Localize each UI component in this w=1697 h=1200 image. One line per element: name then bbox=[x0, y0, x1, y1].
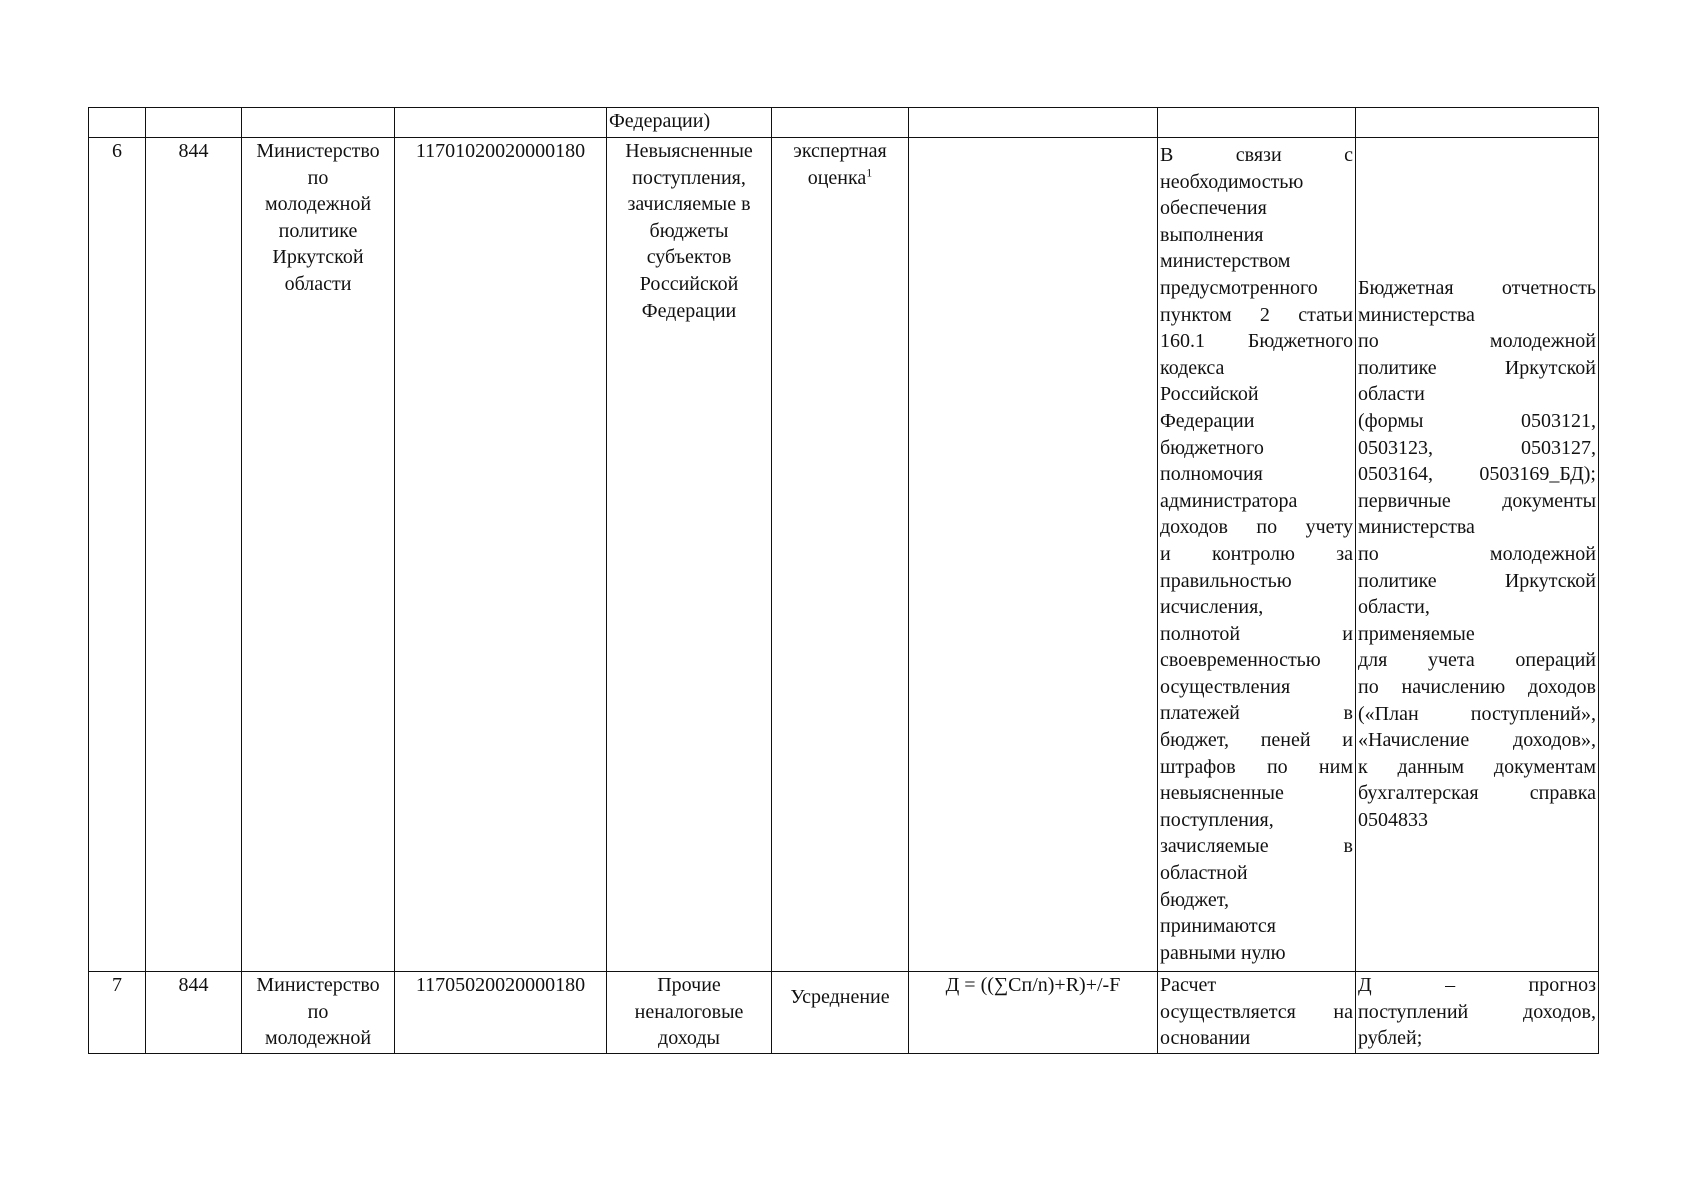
algo-line: предусмотренного bbox=[1160, 276, 1318, 299]
source-line: к данным документам bbox=[1358, 755, 1596, 778]
algo-line: полномочия bbox=[1160, 463, 1263, 486]
source-line: министерства bbox=[1358, 516, 1475, 539]
algo-line: поступления, bbox=[1160, 808, 1274, 831]
budget-classification-code: 11705020020000180 bbox=[395, 972, 607, 1054]
algo-line: Российской bbox=[1160, 383, 1259, 406]
source-line: применяемые bbox=[1358, 622, 1475, 645]
algo-line: В связи с bbox=[1160, 144, 1353, 166]
org-line: Министерство bbox=[256, 974, 380, 996]
name-line: Федерации bbox=[641, 299, 737, 322]
source-line: 0503123, 0503127, bbox=[1358, 436, 1596, 459]
row-number: 7 bbox=[89, 972, 146, 1054]
admin-code: 844 bbox=[146, 972, 242, 1054]
table-row-7 bbox=[89, 972, 1599, 1054]
cell-name: Федерации) bbox=[607, 108, 772, 138]
method-word: оценка bbox=[807, 166, 867, 189]
name-line: доходы bbox=[658, 1027, 720, 1050]
admin-code: 844 bbox=[146, 138, 242, 972]
org-line: по bbox=[307, 166, 329, 189]
table-row-6 bbox=[89, 138, 1599, 972]
budget-classification-code: 11701020020000180 bbox=[395, 138, 607, 972]
revenue-name bbox=[607, 138, 772, 972]
org-line: политике bbox=[278, 219, 358, 242]
org-line: области bbox=[284, 272, 352, 295]
algo-line: бюджет, bbox=[1160, 888, 1229, 911]
cell-org bbox=[242, 108, 395, 138]
org-line: по bbox=[307, 1000, 329, 1023]
name-line: зачисляемые в bbox=[627, 193, 751, 216]
source-line: (формы 0503121, bbox=[1358, 409, 1596, 432]
org-line: Иркутской bbox=[272, 246, 364, 269]
cell-formula bbox=[909, 108, 1158, 138]
name-line: Прочие bbox=[657, 974, 721, 996]
source-line: Бюджетная отчетность bbox=[1358, 277, 1596, 299]
algo-line: 160.1 Бюджетного bbox=[1160, 330, 1353, 353]
source-line: «Начисление доходов», bbox=[1358, 729, 1596, 752]
algo-line: своевременностью bbox=[1160, 649, 1321, 672]
data-source bbox=[1356, 972, 1599, 1054]
cell-num bbox=[89, 108, 146, 138]
algo-line: пунктом 2 статьи bbox=[1160, 303, 1353, 326]
algo-line: областной bbox=[1160, 862, 1248, 885]
org-line: Министерство bbox=[256, 140, 380, 162]
source-line: для учета операций bbox=[1358, 649, 1596, 672]
algo-line: министерством bbox=[1160, 250, 1291, 273]
cell-kbk bbox=[395, 108, 607, 138]
name-line: поступления, bbox=[632, 166, 746, 189]
method-text-2 bbox=[774, 165, 906, 192]
source-line: области bbox=[1358, 383, 1425, 406]
org-line: молодежной bbox=[264, 1027, 372, 1050]
data-source bbox=[1356, 138, 1599, 972]
method-text: экспертная bbox=[793, 140, 887, 162]
algo-line: полнотой и bbox=[1160, 622, 1353, 645]
algo-line: кодекса bbox=[1160, 356, 1225, 379]
name-line: Невыясненные bbox=[625, 140, 753, 162]
row-number: 6 bbox=[89, 138, 146, 972]
algo-line: штрафов по ним bbox=[1160, 755, 1353, 778]
algo-line: осуществления bbox=[1160, 675, 1291, 698]
algo-line: платежей в bbox=[1160, 702, 1353, 725]
name-line: неналоговые bbox=[634, 1000, 744, 1023]
cell-source bbox=[1356, 108, 1599, 138]
administrator-name bbox=[242, 972, 395, 1054]
source-line: бухгалтерская справка bbox=[1358, 782, 1596, 805]
source-line: по начислению доходов bbox=[1358, 675, 1596, 698]
cell-code bbox=[146, 108, 242, 138]
revenue-forecast-table bbox=[88, 107, 1599, 1054]
source-line: по молодежной bbox=[1358, 542, 1596, 565]
algo-line: бюджет, пеней и bbox=[1160, 729, 1353, 752]
algo-line: исчисления, bbox=[1160, 596, 1264, 619]
calculation-method: Усреднение bbox=[772, 972, 909, 1054]
org-line: молодежной bbox=[264, 193, 372, 216]
algo-line: невыясненные bbox=[1160, 782, 1284, 805]
source-line: министерства bbox=[1358, 303, 1475, 326]
table-row-continuation bbox=[89, 108, 1599, 138]
calculation-method bbox=[772, 138, 909, 972]
algo-line: правильностью bbox=[1160, 569, 1292, 592]
calculation-algorithm bbox=[1158, 138, 1356, 972]
source-line: первичные документы bbox=[1358, 489, 1596, 512]
algo-line: Расчет bbox=[1160, 974, 1217, 996]
algo-line: администратора bbox=[1160, 489, 1298, 512]
revenue-name bbox=[607, 972, 772, 1054]
algo-line: принимаются bbox=[1160, 915, 1276, 938]
name-line: бюджеты bbox=[649, 219, 729, 242]
source-line: политике Иркутской bbox=[1358, 356, 1596, 379]
name-line: Российской bbox=[639, 272, 739, 295]
cell-algorithm bbox=[1158, 108, 1356, 138]
formula bbox=[909, 138, 1158, 972]
algo-line: равными нулю bbox=[1160, 941, 1286, 964]
source-line: 0504833 bbox=[1358, 808, 1428, 831]
source-line: по молодежной bbox=[1358, 330, 1596, 353]
source-line: поступлений доходов, bbox=[1358, 1000, 1596, 1023]
name-line: субъектов bbox=[646, 246, 732, 269]
algo-line: и контролю за bbox=[1160, 542, 1353, 565]
algo-line: зачисляемые в bbox=[1160, 835, 1353, 858]
algo-line: бюджетного bbox=[1160, 436, 1264, 459]
algo-line: обеспечения bbox=[1160, 197, 1267, 220]
algo-line: выполнения bbox=[1160, 223, 1264, 246]
algo-line: осуществляется на bbox=[1160, 1000, 1353, 1023]
footnote-mark: 1 bbox=[866, 164, 873, 179]
cell-method bbox=[772, 108, 909, 138]
source-line: политике Иркутской bbox=[1358, 569, 1596, 592]
algo-line: доходов по учету bbox=[1160, 516, 1353, 539]
source-line: («План поступлений», bbox=[1358, 702, 1596, 725]
algo-line: Федерации bbox=[1160, 409, 1255, 432]
formula: Д = ((∑Сп/n)+R)+/-F bbox=[909, 972, 1158, 1054]
source-line: Д – прогноз bbox=[1358, 974, 1596, 996]
algo-line: необходимостью bbox=[1160, 170, 1304, 193]
algo-line: основании bbox=[1160, 1027, 1251, 1050]
administrator-name bbox=[242, 138, 395, 972]
calculation-algorithm bbox=[1158, 972, 1356, 1054]
source-line: рублей; bbox=[1358, 1027, 1423, 1050]
source-line: области, bbox=[1358, 596, 1430, 619]
source-line: 0503164, 0503169_БД); bbox=[1358, 463, 1596, 486]
